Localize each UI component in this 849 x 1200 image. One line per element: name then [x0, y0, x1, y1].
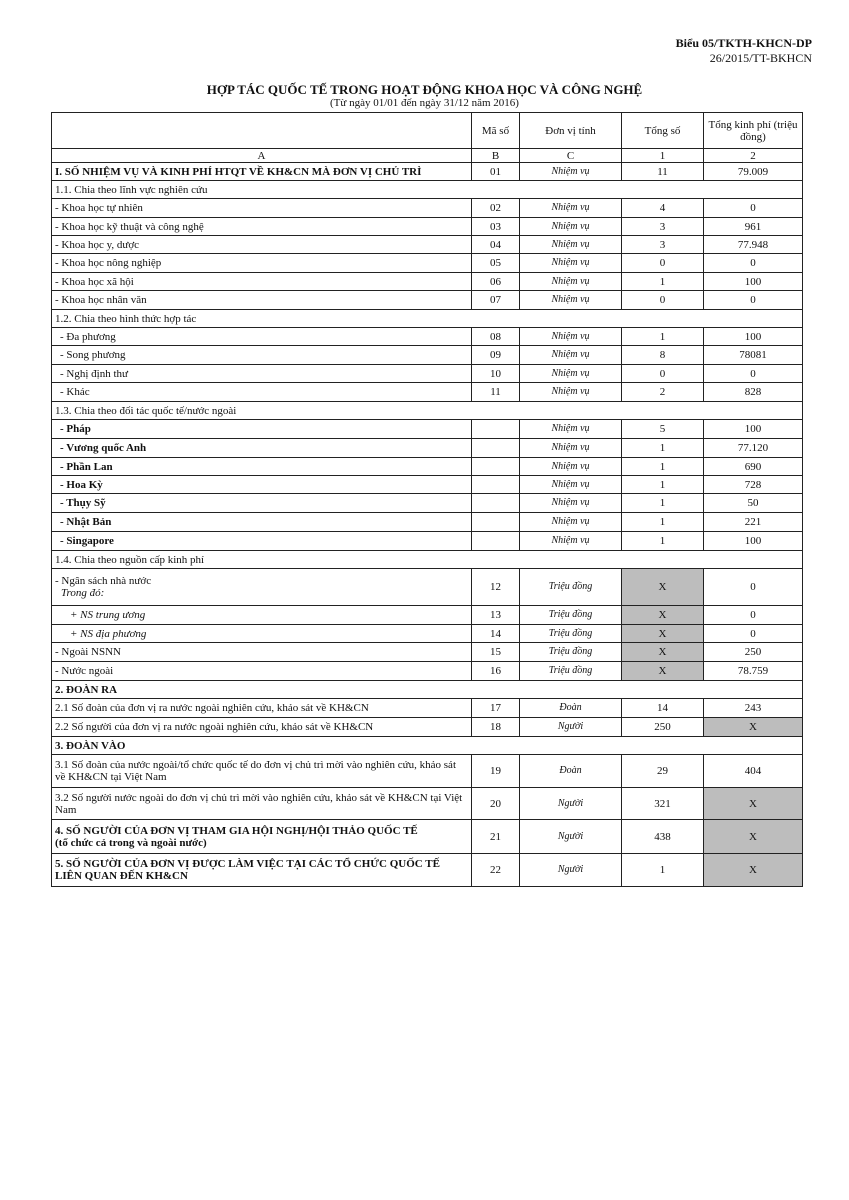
row-total: 1 [622, 494, 704, 513]
row-unit: Nhiệm vụ [520, 346, 622, 365]
row-funding: X [704, 788, 803, 820]
row-funding: X [704, 854, 803, 887]
row-label-text: - Nhật Bản [60, 516, 112, 528]
report-period: (Từ ngày 01/01 đến ngày 31/12 năm 2016) [330, 97, 519, 109]
row-label-text: 3.1 Số đoàn của nước ngoài/tổ chức quốc tế do đơn vị chủ trì mời vào nghiên cứu, khảo sát về KH&CN tại Việt Nam [55, 759, 457, 783]
row-unit: Nhiệm vụ [520, 199, 622, 218]
row-total: X [622, 662, 704, 681]
row-label-text: - Pháp [60, 423, 91, 435]
row-funding: X [704, 718, 803, 737]
row-funding: 79.009 [704, 163, 803, 181]
row-funding: 0 [704, 625, 803, 643]
row-label-text: 3. ĐOÀN VÀO [55, 739, 126, 752]
row-funding: 100 [704, 328, 803, 346]
report-table [51, 112, 803, 887]
row-label [52, 820, 472, 854]
table-row [52, 513, 803, 532]
column-code-c: C [520, 149, 622, 163]
row-label [52, 383, 472, 402]
row-code [472, 513, 520, 532]
row-label [52, 346, 472, 365]
row-code [472, 476, 520, 494]
row-code: 18 [472, 718, 520, 737]
row-unit: Nhiệm vụ [520, 494, 622, 513]
row-unit: Triệu đồng [520, 662, 622, 681]
row-funding: 0 [704, 291, 803, 310]
table-row [52, 476, 803, 494]
table-row [52, 699, 803, 718]
row-label [52, 218, 472, 236]
row-label [52, 254, 472, 273]
row-funding: 0 [704, 254, 803, 273]
row-funding: 0 [704, 569, 803, 606]
table-row [52, 383, 803, 402]
row-code: 04 [472, 236, 520, 254]
row-note: Trong đó: [61, 587, 105, 599]
row-label [52, 513, 472, 532]
row-label-text: - Song phương [60, 349, 126, 361]
table-row [52, 365, 803, 383]
row-unit: Người [520, 820, 622, 854]
table-row [52, 755, 803, 788]
row-total: 438 [622, 820, 704, 854]
row-label [52, 755, 472, 788]
row-label-text: 1.2. Chia theo hình thức hợp tác [55, 312, 197, 325]
row-unit: Nhiệm vụ [520, 513, 622, 532]
row-funding: 243 [704, 699, 803, 718]
table-row [52, 218, 803, 236]
row-label [52, 854, 472, 887]
row-label-text: - Nước ngoài [55, 665, 114, 677]
row-label [52, 681, 803, 699]
row-label-text: + NS địa phương [70, 627, 147, 640]
row-label-text: 5. SỐ NGƯỜI CỦA ĐƠN VỊ ĐƯỢC LÀM VIỆC TẠI CÁC TỔ CHỨC QUỐC TẾ LIÊN QUAN ĐẾN KH&CN [55, 858, 440, 882]
row-funding: X [704, 820, 803, 854]
row-label-text: I. SỐ NHIỆM VỤ VÀ KINH PHÍ HTQT VỀ KH&CN MÀ ĐƠN VỊ CHỦ TRÌ [55, 165, 422, 178]
row-label-text: - Khác [60, 386, 90, 398]
row-funding: 728 [704, 476, 803, 494]
row-label [52, 532, 472, 551]
row-code: 13 [472, 606, 520, 625]
row-code: 21 [472, 820, 520, 854]
table-row [52, 458, 803, 476]
row-unit: Nhiệm vụ [520, 532, 622, 551]
table-row [52, 662, 803, 681]
row-label [52, 402, 803, 420]
row-total: X [622, 625, 704, 643]
row-total: 321 [622, 788, 704, 820]
row-unit: Người [520, 788, 622, 820]
row-code: 20 [472, 788, 520, 820]
row-funding: 78.759 [704, 662, 803, 681]
row-funding: 0 [704, 606, 803, 625]
row-label [52, 458, 472, 476]
row-unit: Nhiệm vụ [520, 365, 622, 383]
row-unit: Người [520, 854, 622, 887]
row-label-text: - Ngoài NSNN [55, 646, 121, 658]
column-code-a: A [52, 149, 472, 163]
row-label-text: 1.4. Chia theo nguồn cấp kinh phí [55, 553, 205, 566]
report-title: HỢP TÁC QUỐC TẾ TRONG HOẠT ĐỘNG KHOA HỌC VÀ CÔNG NGHỆ [206, 82, 643, 97]
row-code: 16 [472, 662, 520, 681]
table-row [52, 420, 803, 439]
row-code [472, 494, 520, 513]
table-row [52, 439, 803, 458]
row-funding: 50 [704, 494, 803, 513]
header-code: Mã số [472, 113, 520, 149]
table-body [52, 163, 803, 887]
row-label [52, 476, 472, 494]
row-code: 07 [472, 291, 520, 310]
row-label [52, 439, 472, 458]
row-total: 3 [622, 236, 704, 254]
header-unit: Đơn vị tính [520, 113, 622, 149]
row-code: 02 [472, 199, 520, 218]
row-label [52, 328, 472, 346]
row-label [52, 718, 472, 737]
row-note: (tổ chức cả trong và ngoài nước) [55, 836, 207, 849]
row-label [52, 181, 803, 199]
row-label-text: - Khoa học xã hội [55, 275, 134, 288]
row-total: 1 [622, 513, 704, 532]
row-label-text: - Nghị định thư [60, 367, 128, 380]
row-unit: Đoàn [520, 755, 622, 788]
table-row [52, 820, 803, 854]
row-funding: 100 [704, 420, 803, 439]
row-unit: Triệu đồng [520, 625, 622, 643]
row-funding: 0 [704, 199, 803, 218]
row-code [472, 420, 520, 439]
row-unit: Nhiệm vụ [520, 476, 622, 494]
table-row [52, 737, 803, 755]
table-row [52, 569, 803, 606]
table-row [52, 291, 803, 310]
row-label [52, 569, 472, 606]
row-label-text: - Singapore [60, 535, 114, 547]
row-total: 0 [622, 291, 704, 310]
row-label [52, 606, 472, 625]
row-total: 0 [622, 254, 704, 273]
row-total: 1 [622, 458, 704, 476]
row-funding: 690 [704, 458, 803, 476]
row-code: 06 [472, 273, 520, 291]
row-unit: Nhiệm vụ [520, 254, 622, 273]
table-row [52, 328, 803, 346]
row-code [472, 458, 520, 476]
table-row [52, 494, 803, 513]
row-total: 0 [622, 365, 704, 383]
table-row [52, 854, 803, 887]
row-label [52, 365, 472, 383]
form-code: Biểu 05/TKTH-KHCN-DP [675, 36, 812, 50]
row-unit: Nhiệm vụ [520, 420, 622, 439]
row-total: 1 [622, 439, 704, 458]
table-row [52, 346, 803, 365]
row-funding: 221 [704, 513, 803, 532]
row-label-text: 2. ĐOÀN RA [55, 683, 118, 696]
row-label [52, 662, 472, 681]
row-total: 14 [622, 699, 704, 718]
row-unit: Nhiệm vụ [520, 163, 622, 181]
table-row [52, 788, 803, 820]
row-label [52, 199, 472, 218]
row-total: X [622, 569, 704, 606]
row-unit: Nhiệm vụ [520, 458, 622, 476]
row-label-text: - Khoa học tự nhiên [55, 202, 143, 214]
row-label-text: - Khoa học nhân văn [55, 294, 147, 306]
table-row [52, 163, 803, 181]
row-unit: Nhiệm vụ [520, 439, 622, 458]
row-unit: Nhiệm vụ [520, 273, 622, 291]
row-unit: Triệu đồng [520, 643, 622, 662]
row-funding: 100 [704, 532, 803, 551]
row-label-text: - Ngân sách nhà nước [55, 575, 152, 587]
row-funding: 77.948 [704, 236, 803, 254]
row-unit: Nhiệm vụ [520, 291, 622, 310]
row-unit: Nhiệm vụ [520, 383, 622, 402]
row-funding: 250 [704, 643, 803, 662]
row-code: 12 [472, 569, 520, 606]
row-unit: Nhiệm vụ [520, 328, 622, 346]
row-label-text: 1.1. Chia theo lĩnh vực nghiên cứu [55, 183, 208, 196]
row-total: 1 [622, 476, 704, 494]
row-code: 03 [472, 218, 520, 236]
row-code: 01 [472, 163, 520, 181]
row-label-text: - Đa phương [60, 330, 116, 343]
row-funding: 0 [704, 365, 803, 383]
row-total: 1 [622, 273, 704, 291]
column-code-row [52, 149, 803, 163]
table-row [52, 532, 803, 551]
row-label-text: - Khoa học kỹ thuật và công nghệ [55, 220, 204, 233]
row-code: 11 [472, 383, 520, 402]
row-unit: Triệu đồng [520, 606, 622, 625]
row-funding: 961 [704, 218, 803, 236]
row-label-text: + NS trung ương [70, 609, 146, 621]
row-label-text: - Khoa học y, dược [55, 238, 140, 251]
row-code: 15 [472, 643, 520, 662]
row-label [52, 737, 803, 755]
table-row [52, 718, 803, 737]
row-total: X [622, 643, 704, 662]
table-row [52, 310, 803, 328]
table-row [52, 254, 803, 273]
column-code-1: 1 [622, 149, 704, 163]
row-label-text: 3.2 Số người nước ngoài do đơn vị chủ trì mời vào nghiên cứu, khảo sát về KH&CN tại Việt Nam [55, 791, 463, 816]
row-code: 09 [472, 346, 520, 365]
row-label-text: - Hoa Kỳ [60, 478, 103, 491]
row-label-text: - Thụy Sỹ [60, 497, 106, 509]
row-label-text: - Khoa học nông nghiệp [55, 257, 162, 269]
row-code [472, 439, 520, 458]
row-code: 19 [472, 755, 520, 788]
row-total: 8 [622, 346, 704, 365]
row-funding: 77.120 [704, 439, 803, 458]
table-row [52, 625, 803, 643]
row-label [52, 291, 472, 310]
table-row [52, 551, 803, 569]
row-total: 250 [622, 718, 704, 737]
row-code: 08 [472, 328, 520, 346]
header-cell-blank [52, 113, 472, 149]
table-row [52, 681, 803, 699]
row-code: 14 [472, 625, 520, 643]
row-label-text: - Vương quốc Anh [60, 442, 147, 454]
row-label-text: 1.3. Chia theo đối tác quốc tế/nước ngoài [55, 404, 237, 417]
row-label-text: 2.1 Số đoàn của đơn vị ra nước ngoài nghiên cứu, khảo sát về KH&CN [55, 702, 369, 714]
row-code: 22 [472, 854, 520, 887]
row-label [52, 699, 472, 718]
row-code: 10 [472, 365, 520, 383]
row-label-text: - Phần Lan [60, 460, 113, 473]
row-funding: 404 [704, 755, 803, 788]
row-code [472, 532, 520, 551]
row-total: 1 [622, 854, 704, 887]
row-label [52, 788, 472, 820]
row-unit: Nhiệm vụ [520, 218, 622, 236]
table-row [52, 181, 803, 199]
row-unit: Đoàn [520, 699, 622, 718]
row-label [52, 420, 472, 439]
row-total: 2 [622, 383, 704, 402]
row-total: 1 [622, 532, 704, 551]
row-label [52, 551, 803, 569]
row-total: X [622, 606, 704, 625]
row-label [52, 643, 472, 662]
table-row [52, 643, 803, 662]
column-code-2: 2 [704, 149, 803, 163]
row-label [52, 163, 472, 181]
table-row [52, 273, 803, 291]
row-code: 17 [472, 699, 520, 718]
row-total: 1 [622, 328, 704, 346]
table-row [52, 236, 803, 254]
column-code-b: B [472, 149, 520, 163]
row-unit: Nhiệm vụ [520, 236, 622, 254]
row-unit: Người [520, 718, 622, 737]
row-label [52, 310, 803, 328]
row-total: 29 [622, 755, 704, 788]
row-total: 5 [622, 420, 704, 439]
row-unit: Triệu đồng [520, 569, 622, 606]
table-row [52, 606, 803, 625]
row-funding: 100 [704, 273, 803, 291]
table-row [52, 402, 803, 420]
table-row [52, 199, 803, 218]
row-label [52, 273, 472, 291]
row-funding: 78081 [704, 346, 803, 365]
row-code: 05 [472, 254, 520, 273]
row-label [52, 236, 472, 254]
row-funding: 828 [704, 383, 803, 402]
table-header-row [52, 113, 803, 149]
header-total: Tổng số [622, 113, 704, 149]
row-label [52, 625, 472, 643]
row-total: 11 [622, 163, 704, 181]
row-label-text: 2.2 Số người của đơn vị ra nước ngoài nghiên cứu, khảo sát về KH&CN [55, 721, 374, 733]
header-funding: Tổng kinh phí (triệu đồng) [704, 113, 803, 149]
row-label [52, 494, 472, 513]
row-label-text: 4. SỐ NGƯỜI CỦA ĐƠN VỊ THAM GIA HỘI NGHỊ/HỘI THẢO QUỐC TẾ [55, 824, 418, 837]
row-total: 3 [622, 218, 704, 236]
circular-reference: 26/2015/TT-BKHCN [709, 51, 812, 65]
row-total: 4 [622, 199, 704, 218]
